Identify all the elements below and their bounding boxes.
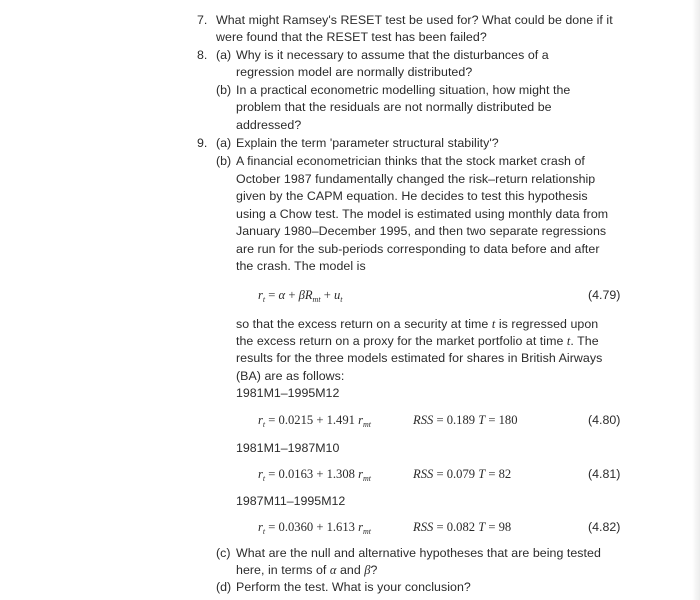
eq-number-4-79: (4.79) — [588, 288, 621, 302]
q8b-line-1: In a practical econometric modelling situation, how might the — [236, 83, 571, 97]
q8b-line-2: problem that the residuals are not normally distributed be — [236, 100, 552, 114]
q9b-after-line-2: the excess return on a proxy for the market portfolio at time t. The — [236, 334, 599, 348]
q9b-line-5: January 1980–December 1995, and then two separate regressions — [236, 224, 607, 238]
capm-equation: $r_t = \alpha + \beta R_{mt} + u_t$ — [258, 288, 343, 304]
q9-number: 9. — [197, 136, 208, 150]
q7-line-2: were found that the RESET test has been failed? — [216, 30, 487, 44]
q9b-line-7: the crash. The model is — [236, 259, 366, 273]
q9a-label: (a) — [216, 136, 232, 150]
q9b-label: (b) — [216, 154, 232, 168]
eq-number-4-82: (4.82) — [588, 520, 621, 534]
q9b-line-3: given by the CAPM equation. He decides to test this hypothesis — [236, 189, 588, 203]
model-2-equation: $r_t = 0.0163 + 1.308$ $r_{mt}$ — [258, 467, 371, 483]
model-3-equation: $r_t = 0.0360 + 1.613$ $r_{mt}$ — [258, 520, 371, 536]
eq-number-4-80: (4.80) — [588, 413, 621, 427]
model-1-equation: $r_t = 0.0215 + 1.491$ $r_{mt}$ — [258, 413, 371, 429]
q9d-line-1: Perform the test. What is your conclusion? — [236, 580, 471, 594]
model-3-period: 1987M11–1995M12 — [236, 494, 346, 508]
model-2-period: 1981M1–1987M10 — [236, 441, 340, 455]
q9c-line-2: here, in terms of α and β? — [236, 563, 378, 577]
q7-line-1: What might Ramsey's RESET test be used for? What could be done if it — [216, 13, 613, 27]
q9b-line-2: October 1987 fundamentally changed the risk–return relationship — [236, 172, 596, 186]
q9d-label: (d) — [216, 580, 232, 594]
model-3-stats: RSS = 0.082 T = 98 — [413, 520, 512, 534]
q9a-line-1: Explain the term 'parameter structural stability'? — [236, 136, 499, 150]
q9b-line-1: A financial econometrician thinks that the stock market crash of — [236, 154, 585, 168]
q8b-line-3: addressed? — [236, 118, 302, 132]
model-1-stats: RSS = 0.189 T = 180 — [413, 413, 518, 427]
model-2-stats: RSS = 0.079 T = 82 — [413, 467, 512, 481]
model-1-period: 1981M1–1995M12 — [236, 386, 340, 400]
q8-number: 8. — [197, 48, 208, 62]
q9b-after-line-1: so that the excess return on a security at time t is regressed upon — [236, 317, 599, 331]
q9b-after-line-3: results for the three models estimated for shares in British Airways — [236, 351, 603, 365]
q9c-line-1: What are the null and alternative hypotheses that are being tested — [236, 546, 601, 560]
q8a-label: (a) — [216, 48, 232, 62]
q8a-line-1: Why is it necessary to assume that the disturbances of a — [236, 48, 549, 62]
q9b-after-line-4: (BA) are as follows: — [236, 369, 345, 383]
q9b-line-6: are run for the sub-periods corresponding to data before and after — [236, 242, 600, 256]
eq-number-4-81: (4.81) — [588, 467, 621, 481]
q8a-line-2: regression model are normally distributed? — [236, 65, 473, 79]
q9c-label: (c) — [216, 546, 231, 560]
page-edge-shadow — [692, 0, 700, 600]
q8b-label: (b) — [216, 83, 232, 97]
q7-number: 7. — [197, 13, 208, 27]
q9b-line-4: using a Chow test. The model is estimated using monthly data from — [236, 207, 609, 221]
